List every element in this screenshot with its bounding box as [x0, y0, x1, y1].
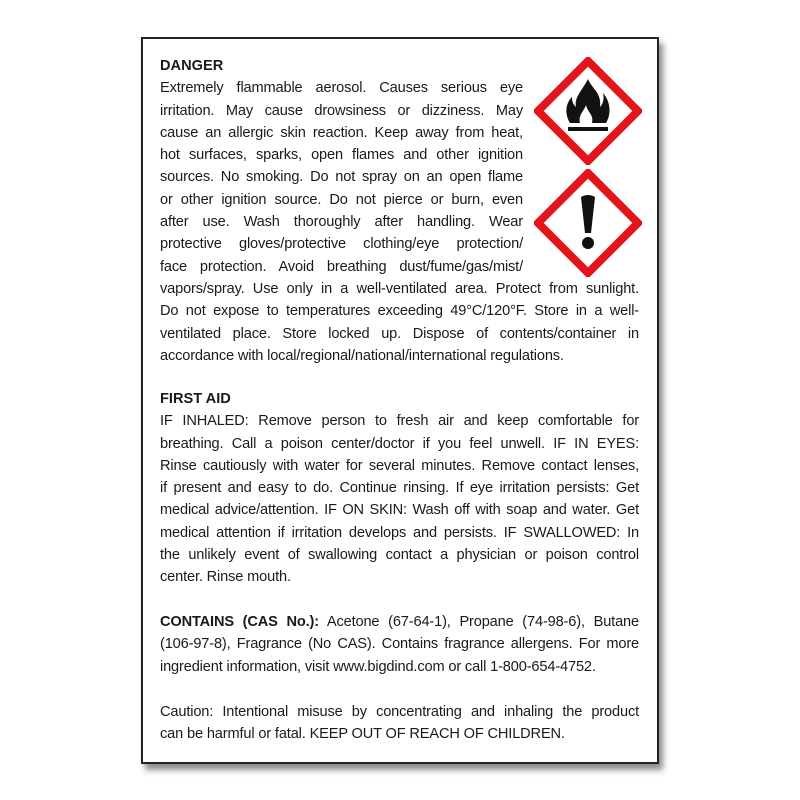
contains-line: ingredient information, visit www.bigdind.com or call 1-800-654-4752. [160, 658, 596, 675]
caution-line: Caution: Intentional misuse by concentrating and inhaling the product [160, 704, 639, 720]
danger-line: ventilated place. Store locked up. Dispose of contents/container in [160, 325, 639, 342]
first-aid-line: medical attention if irritation develops and persists. IF SWALLOWED: In [160, 524, 639, 541]
contains-section [160, 611, 639, 678]
danger-heading: DANGER [160, 58, 224, 74]
danger-line: vapors/spray. Use only in a well-ventilated area. Protect from sunlight. [160, 280, 639, 297]
flame-icon [534, 57, 642, 165]
danger-line: after use. Wash thoroughly after handling. Wear [160, 214, 523, 231]
contains-line: (106-97-8), Fragrance (No CAS). Contains fragrance allergens. For more [160, 636, 639, 653]
first-aid-line: center. Rinse mouth. [160, 569, 291, 586]
danger-line: Do not expose to temperatures exceeding 49°C/120°F. Store in a well- [160, 303, 639, 320]
danger-line: irritation. May cause drowsiness or dizziness. May [160, 102, 523, 119]
first-aid-section [160, 388, 639, 589]
contains-text: Acetone (67-64-1), Propane (74-98-6), Butane [326, 614, 639, 630]
danger-line: accordance with local/regional/national/international regulations. [160, 347, 564, 364]
danger-line: sources. No smoking. Do not spray on an open flame [160, 169, 523, 186]
danger-line: face protection. Avoid breathing dust/fume/gas/mist/ [160, 258, 523, 275]
contains-label: CONTAINS (CAS No.): [160, 614, 319, 630]
danger-line: hot surfaces, sparks, open flames and other ignition [160, 147, 523, 164]
first-aid-line: IF INHALED: Remove person to fresh air and keep comfortable for [160, 413, 639, 430]
exclamation-icon [534, 169, 642, 277]
first-aid-line: medical advice/attention. IF ON SKIN: Wash off with soap and water. Get [160, 502, 639, 519]
first-aid-line: the unlikely event of swallowing contact a physician or poison control [160, 547, 639, 564]
first-aid-line: if present and easy to do. Continue rinsing. If eye irritation persists: Get [160, 480, 639, 497]
danger-line: protective gloves/protective clothing/eye protection/ [160, 236, 523, 253]
danger-line: cause an allergic skin reaction. Keep away from heat, [160, 124, 523, 141]
danger-line: or other ignition source. Do not pierce or burn, even [160, 191, 523, 208]
contains-line [160, 611, 639, 633]
safety-label [141, 37, 659, 764]
first-aid-heading: FIRST AID [160, 391, 231, 407]
caution-section [160, 701, 639, 746]
danger-line: Extremely flammable aerosol. Causes serious eye [160, 80, 523, 97]
first-aid-line: breathing. Call a poison center/doctor if you feel unwell. IF IN EYES: [160, 435, 639, 452]
first-aid-line: Rinse cautiously with water for several minutes. Remove contact lenses, [160, 457, 639, 474]
caution-line: can be harmful or fatal. KEEP OUT OF REACH OF CHILDREN. [160, 726, 565, 743]
